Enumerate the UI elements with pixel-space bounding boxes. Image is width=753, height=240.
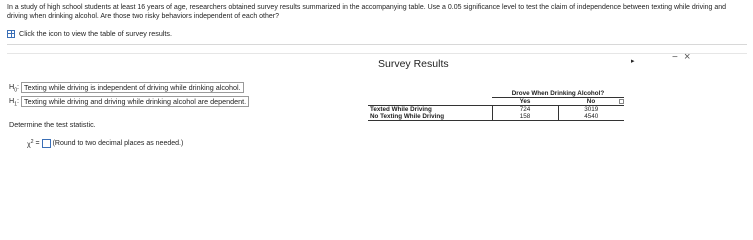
table-row (368, 106, 624, 114)
table-cell: 158 (492, 113, 558, 121)
copy-icon[interactable] (619, 99, 624, 104)
popup-header-divider (7, 53, 747, 54)
table-cell: 724 (492, 106, 558, 114)
view-table-link[interactable] (7, 29, 172, 38)
col-header: No (558, 98, 624, 106)
test-statistic-answer (27, 139, 183, 148)
h1-answer-box[interactable]: Texting while driving and driving while drinking alcohol are dependent. (21, 96, 249, 107)
minimize-icon[interactable]: − (672, 52, 678, 63)
col-header: Yes (492, 98, 558, 106)
row-label: Texted While Driving (368, 106, 492, 114)
view-table-text[interactable]: Click the icon to view the table of survey results. (19, 29, 173, 38)
chi-square-symbol: $\chi^2$ (27, 139, 34, 149)
divider (7, 44, 747, 45)
alternative-hypothesis (9, 96, 249, 107)
close-icon[interactable]: × (684, 51, 691, 63)
h1-label: $H_1$: (9, 96, 19, 108)
null-hypothesis (9, 82, 244, 93)
h0-answer-box[interactable]: Texting while driving is independent of driving while drinking alcohol. (21, 82, 244, 93)
table-row (368, 113, 624, 121)
row-label: No Texting While Driving (368, 113, 492, 121)
table-icon[interactable] (7, 30, 15, 38)
h0-label: $H_0$: (9, 82, 19, 94)
question-intro: In a study of high school students at least 16 years of age, researchers obtained survey results summarized in the accompanying table. Use a 0.05 significance level to test the claim of independence between texting while driving and driving when drinking alcohol. Are those two risky behaviors independent of each other? (7, 4, 727, 20)
equals-sign: = (35, 140, 40, 148)
determine-prompt: Determine the test statistic. (9, 120, 96, 129)
popup-title: Survey Results (378, 58, 449, 70)
table-cell: 4540 (558, 113, 624, 121)
chi-square-input[interactable] (42, 139, 51, 148)
group-header: Drove When Drinking Alcohol? (492, 90, 624, 98)
table-cell: 3019 (558, 106, 624, 114)
mouse-cursor-icon: ▸ (631, 58, 635, 65)
survey-table (368, 90, 624, 121)
round-hint: (Round to two decimal places as needed.) (52, 140, 184, 148)
